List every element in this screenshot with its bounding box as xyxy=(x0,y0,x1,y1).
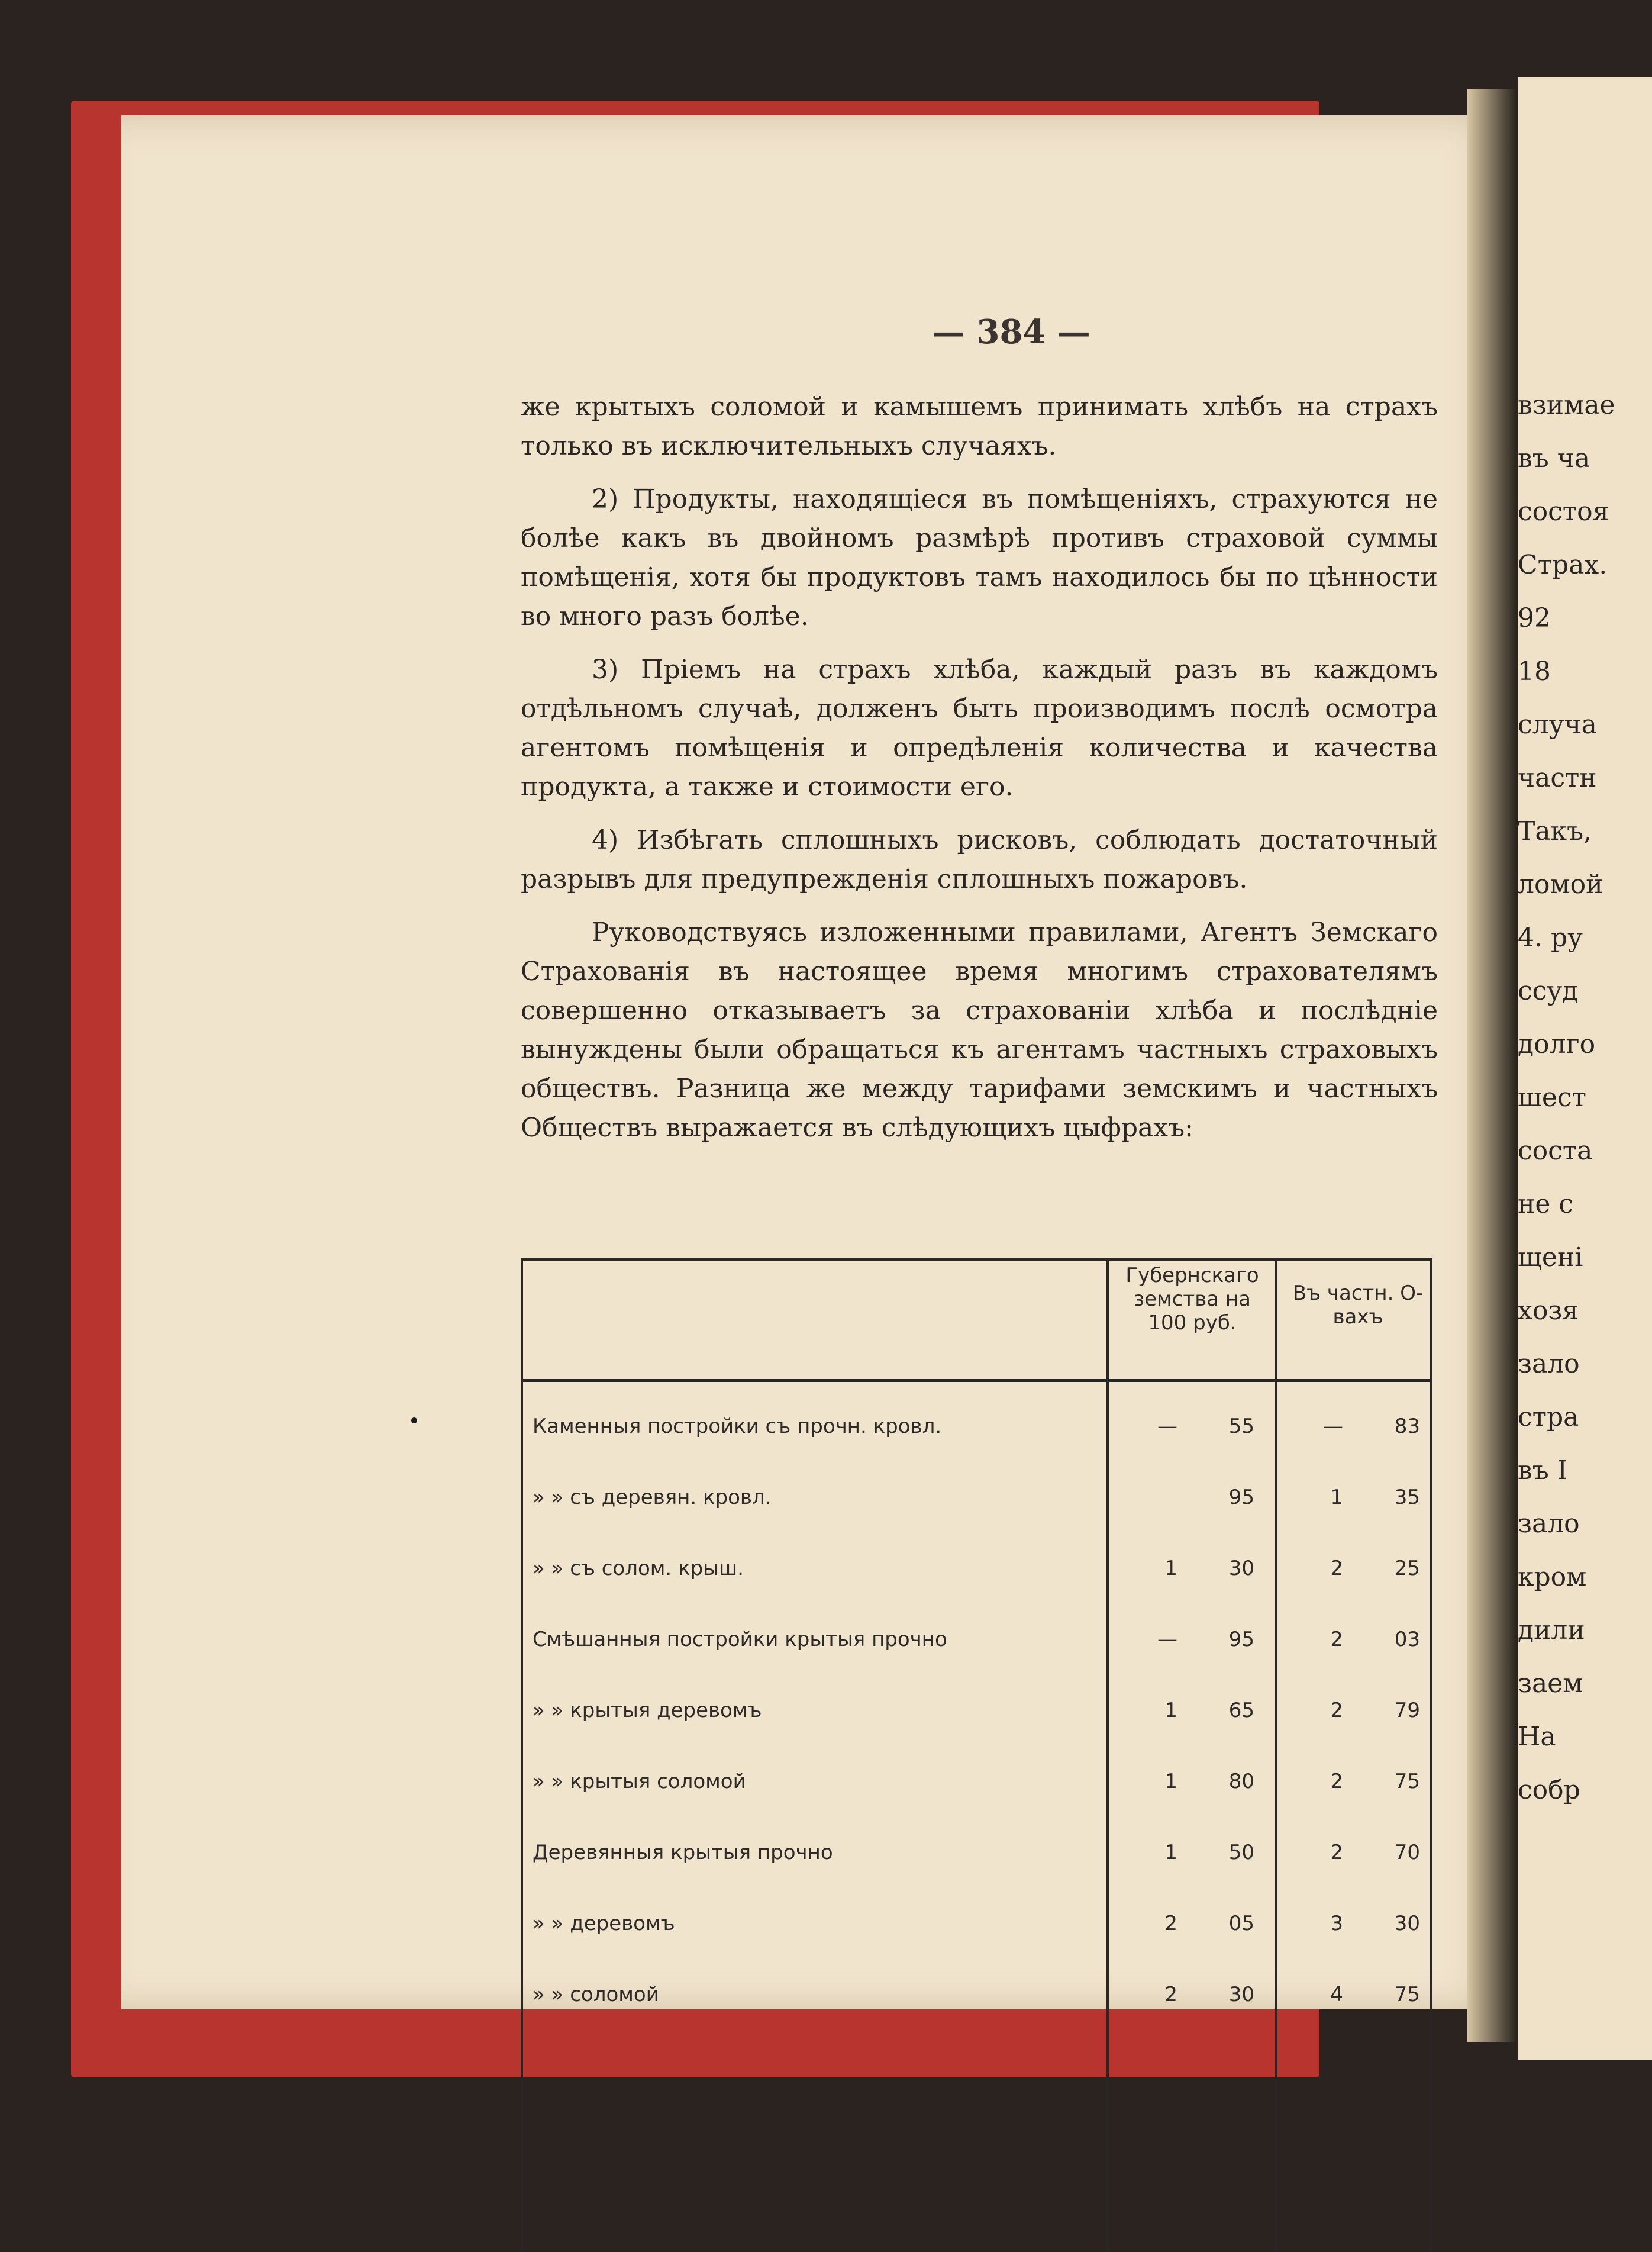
table-row xyxy=(521,1628,1432,1675)
chast-rub: 4 xyxy=(1330,1983,1343,2006)
text-fragment: 4. ру xyxy=(1518,923,1583,953)
text-fragment: Страх. xyxy=(1518,550,1608,580)
table-row xyxy=(521,1912,1432,1959)
chast-rub: 2 xyxy=(1330,1628,1343,1651)
page-number: — 384 — xyxy=(932,312,1090,352)
text-fragment: долго xyxy=(1518,1029,1596,1059)
text-fragment: ломой xyxy=(1518,869,1603,900)
chast-rub: 2 xyxy=(1330,1770,1343,1793)
row-label: » » съ солом. крыш. xyxy=(533,1557,744,1580)
row-label: Каменныя постройки съ прочн. кровл. xyxy=(533,1415,942,1438)
tariff-table xyxy=(521,1258,1432,2252)
chast-kop: 70 xyxy=(1394,1841,1420,1864)
table-row xyxy=(521,1486,1432,1533)
gub-rub: 1 xyxy=(1164,1841,1177,1864)
text-fragment: соста xyxy=(1518,1136,1593,1166)
chast-kop: 30 xyxy=(1394,1912,1420,1935)
body-text xyxy=(521,388,1438,1162)
text-fragment: зало xyxy=(1518,1349,1580,1379)
gub-kop: 05 xyxy=(1228,1912,1254,1935)
table-divider xyxy=(1275,1258,1277,2252)
chast-kop: 35 xyxy=(1394,1486,1420,1509)
table-border xyxy=(521,1258,523,2252)
row-label: Смѣшанныя постройки крытыя прочно xyxy=(533,1628,947,1651)
ink-dot xyxy=(411,1417,417,1423)
chast-rub: 2 xyxy=(1330,1557,1343,1580)
gub-kop: 80 xyxy=(1228,1770,1254,1793)
gub-rub: — xyxy=(1157,1415,1177,1438)
table-row xyxy=(521,1415,1432,1462)
chast-rub: 2 xyxy=(1330,1699,1343,1722)
chast-kop: 75 xyxy=(1394,1770,1420,1793)
row-label: » » крытыя соломой xyxy=(533,1770,746,1793)
chast-rub: 1 xyxy=(1330,1486,1343,1509)
table-row xyxy=(521,1770,1432,1817)
table-row xyxy=(521,1841,1432,1888)
row-label: » » крытыя деревомъ xyxy=(533,1699,762,1722)
gub-rub: 2 xyxy=(1164,1983,1177,2006)
gub-kop: 30 xyxy=(1228,1983,1254,2006)
paragraph: же крытыхъ соломой и камышемъ принимать хлѣбъ на страхъ только въ исключительныхъ случаяхъ. xyxy=(521,392,1438,461)
chast-kop: 79 xyxy=(1394,1699,1420,1722)
text-fragment: частн xyxy=(1518,763,1597,793)
text-fragment: Такъ, xyxy=(1518,816,1592,846)
row-label: » » соломой xyxy=(533,1983,659,2006)
text-fragment: щені xyxy=(1518,1242,1583,1272)
gub-kop: 50 xyxy=(1228,1841,1254,1864)
gub-kop: 65 xyxy=(1228,1699,1254,1722)
gub-rub: 1 xyxy=(1164,1699,1177,1722)
row-label: » » съ деревян. кровл. xyxy=(533,1486,772,1509)
chast-kop: 75 xyxy=(1394,1983,1420,2006)
text-fragment: ссуд xyxy=(1518,976,1579,1006)
text-fragment: взимае xyxy=(1518,390,1615,420)
text-fragment: не с xyxy=(1518,1189,1573,1219)
right-page-text xyxy=(1518,379,1652,1817)
text-fragment: дили xyxy=(1518,1615,1585,1645)
paragraph: 2) Продукты, находящіеся въ помѣщеніяхъ, страхуются не болѣе какъ въ двойномъ размѣрѣ противъ страховой суммы помѣщенія, хотя бы продуктовъ тамъ находилось бы по цѣнности во много разъ болѣе. xyxy=(521,484,1438,632)
chast-rub: — xyxy=(1323,1415,1343,1438)
chast-rub: 2 xyxy=(1330,1841,1343,1864)
text-fragment: 18 xyxy=(1518,656,1551,687)
gub-rub: 1 xyxy=(1164,1557,1177,1580)
table-divider xyxy=(1106,1258,1109,2252)
text-fragment: стра xyxy=(1518,1402,1579,1432)
text-fragment: кром xyxy=(1518,1562,1587,1592)
table-row xyxy=(521,1699,1432,1746)
text-fragment: 92 xyxy=(1518,603,1551,633)
text-fragment: въ ча xyxy=(1518,443,1590,473)
text-fragment: шест xyxy=(1518,1082,1586,1113)
table-row xyxy=(521,1983,1432,2030)
table-border xyxy=(1430,1258,1432,2252)
gub-rub: 1 xyxy=(1164,1770,1177,1793)
gub-rub: — xyxy=(1157,1628,1177,1651)
text-fragment: случа xyxy=(1518,710,1597,740)
gub-kop: 30 xyxy=(1228,1557,1254,1580)
text-fragment: хозя xyxy=(1518,1296,1579,1326)
gub-rub: 2 xyxy=(1164,1912,1177,1935)
gub-kop: 55 xyxy=(1228,1415,1254,1438)
paragraph: 3) Пріемъ на страхъ хлѣба, каждый разъ въ каждомъ отдѣльномъ случаѣ, долженъ быть производимъ послѣ осмотра агентомъ помѣщенія и опредѣленія количества и качества продукта, а также и стоимости его. xyxy=(521,655,1438,802)
paragraph: 4) Избѣгать сплошныхъ рисковъ, соблюдать достаточный разрывъ для предупрежденія сплошныхъ пожаровъ. xyxy=(521,825,1438,894)
text-fragment: въ І xyxy=(1518,1455,1568,1486)
header-gub-zemstvo: Губернскаго земства на 100 руб. xyxy=(1125,1264,1259,1335)
row-label: » » деревомъ xyxy=(533,1912,675,1935)
paragraph: Руководствуясь изложенными правилами, Агентъ Земскаго Страхованія въ настоящее время многимъ страхователямъ совершенно отказываетъ за страхованіи хлѣба и послѣдніе вынуждены были обращаться къ агентамъ частныхъ страховыхъ обществъ. Разница же между тарифами земскимъ и частныхъ Обществъ выражается въ слѣдующихъ цыфрахъ: xyxy=(521,917,1438,1143)
row-label: Деревянныя крытыя прочно xyxy=(533,1841,833,1864)
chast-kop: 25 xyxy=(1394,1557,1420,1580)
gub-kop: 95 xyxy=(1228,1628,1254,1651)
text-fragment: заем xyxy=(1518,1668,1583,1699)
text-fragment: зало xyxy=(1518,1509,1580,1539)
table-row xyxy=(521,1557,1432,1604)
book-gutter xyxy=(1467,89,1521,2042)
text-fragment: На xyxy=(1518,1722,1556,1752)
text-fragment: собр xyxy=(1518,1775,1580,1805)
text-fragment: состоя xyxy=(1518,497,1609,527)
gub-kop: 95 xyxy=(1228,1486,1254,1509)
header-private-societies: Въ частн. О-вахъ xyxy=(1292,1281,1424,1329)
chast-rub: 3 xyxy=(1330,1912,1343,1935)
chast-kop: 03 xyxy=(1394,1628,1420,1651)
chast-kop: 83 xyxy=(1394,1415,1420,1438)
